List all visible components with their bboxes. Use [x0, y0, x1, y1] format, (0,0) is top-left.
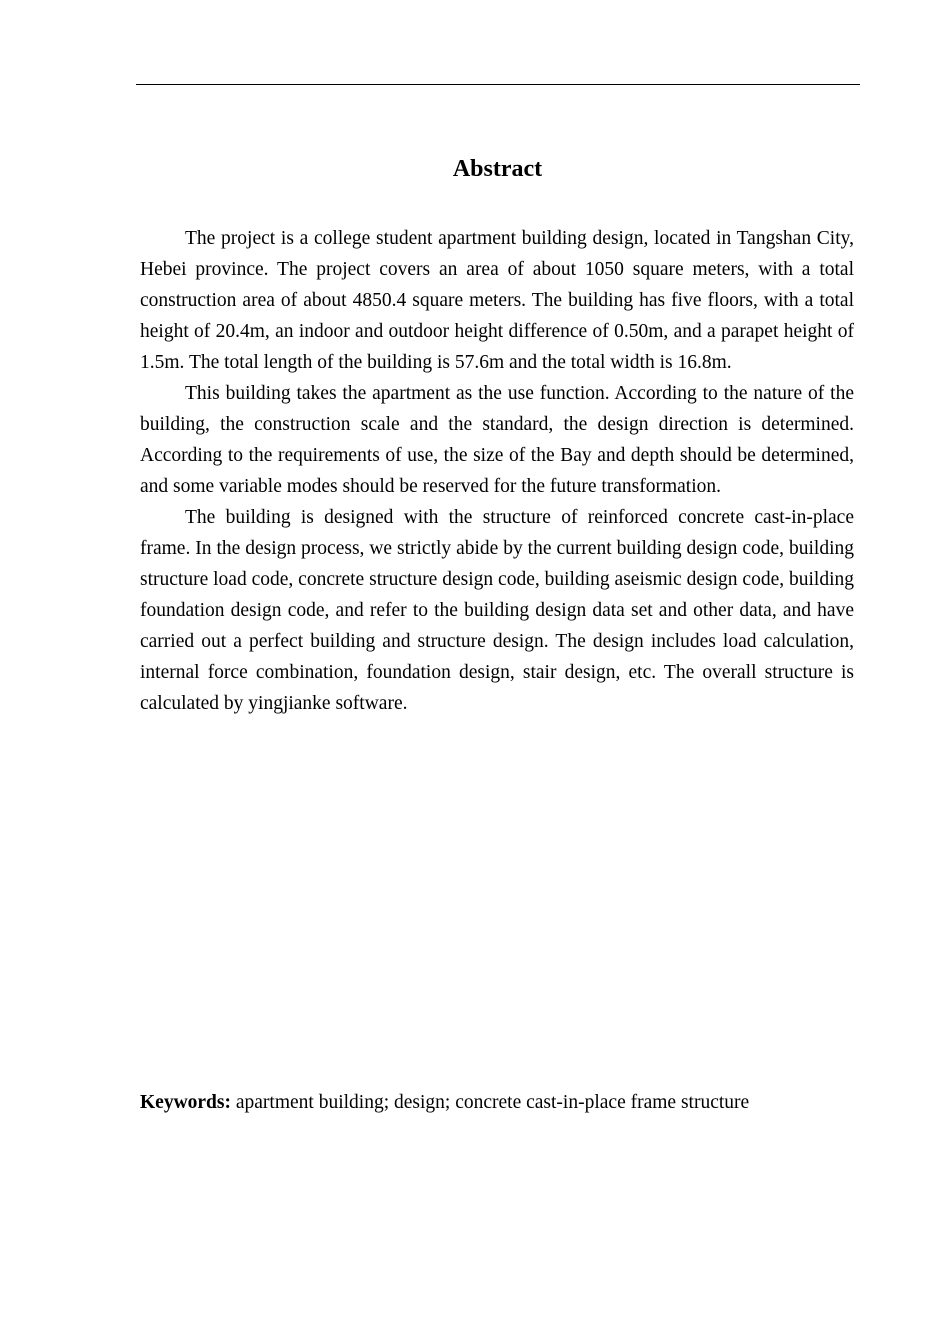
abstract-paragraph-3: The building is designed with the structure of reinforced concrete cast-in-place frame. In the design process, we strictly abide by the current building design code, building structure load code, concrete structure design code, building aseismic design code, building foundation design code, and refer to the building design data set and other data, and have carried out a perfect building and structure design. The design includes load calculation, internal force combination, foundation design, stair design, etc. The overall structure is calculated by yingjianke software.	[140, 507, 854, 714]
abstract-paragraph-1: The project is a college student apartment building design, located in Tangshan City, Hebei province. The project covers an area of about 1050 square meters, with a total construction area of about 4850.4 square meters. The building has five floors, with a total height of 20.4m, an indoor and outdoor height difference of 0.50m, and a parapet height of 1.5m. The total length of the building is 57.6m and the total width is 16.8m.	[140, 228, 854, 373]
keywords-label: Keywords:	[140, 1092, 231, 1113]
keywords-text: apartment building; design; concrete cast-in-place frame structure	[235, 1092, 750, 1113]
header-rule	[136, 84, 860, 85]
keywords-line	[140, 1087, 880, 1118]
abstract-body	[140, 223, 854, 719]
abstract-paragraph-2: This building takes the apartment as the use function. According to the nature of the building, the construction scale and the standard, the design direction is determined. According to the requirements of use, the size of the Bay and depth should be determined, and some variable modes should be reserved for the future transformation.	[140, 383, 854, 497]
page-title: Abstract	[452, 156, 543, 182]
